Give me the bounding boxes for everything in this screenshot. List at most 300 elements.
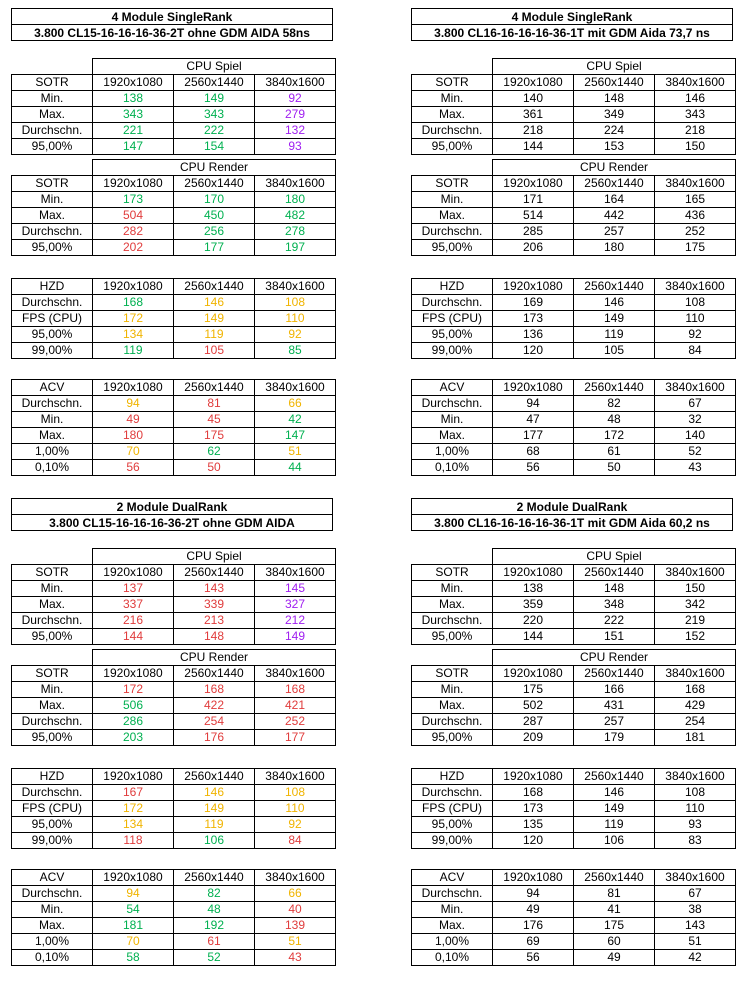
resolution-header: 1920x1080 <box>93 565 174 581</box>
game-label: ACV <box>12 380 93 396</box>
table-row <box>412 785 736 801</box>
game-label: ACV <box>412 380 493 396</box>
row-label: 95,00% <box>412 730 493 746</box>
value-cell: 149 <box>174 91 255 107</box>
section-header: CPU Render <box>93 160 336 176</box>
section-header: CPU Render <box>493 160 736 176</box>
value-cell: 254 <box>655 714 736 730</box>
section-header: CPU Spiel <box>93 549 336 565</box>
spacer-cell <box>12 549 93 565</box>
table-row <box>412 412 736 428</box>
value-cell: 94 <box>493 396 574 412</box>
row-label: 0,10% <box>12 950 93 966</box>
value-cell: 61 <box>574 444 655 460</box>
value-cell: 359 <box>493 597 574 613</box>
value-cell: 119 <box>174 327 255 343</box>
value-cell: 92 <box>655 327 736 343</box>
value-cell: 94 <box>493 886 574 902</box>
game-label: SOTR <box>412 565 493 581</box>
value-cell: 179 <box>574 730 655 746</box>
acv-table <box>411 379 736 476</box>
table-row <box>12 886 336 902</box>
value-cell: 108 <box>655 295 736 311</box>
row-label: 95,00% <box>12 730 93 746</box>
value-cell: 119 <box>574 817 655 833</box>
value-cell: 282 <box>93 224 174 240</box>
table-row <box>12 192 336 208</box>
value-cell: 224 <box>574 123 655 139</box>
section-header: CPU Spiel <box>493 59 736 75</box>
row-label: Max. <box>412 428 493 444</box>
sotr-render-table <box>411 159 736 256</box>
row-label: Durchschn. <box>412 123 493 139</box>
value-cell: 38 <box>655 902 736 918</box>
resolution-header: 1920x1080 <box>493 666 574 682</box>
resolution-header: 1920x1080 <box>93 769 174 785</box>
spacer-cell <box>12 59 93 75</box>
row-label: 95,00% <box>12 139 93 155</box>
row-label: Max. <box>412 698 493 714</box>
row-label: Max. <box>412 918 493 934</box>
hzd-table <box>411 278 736 359</box>
value-cell: 343 <box>93 107 174 123</box>
row-label: 95,00% <box>412 139 493 155</box>
value-cell: 218 <box>655 123 736 139</box>
spacer-cell <box>412 650 493 666</box>
value-cell: 168 <box>93 295 174 311</box>
value-cell: 42 <box>655 950 736 966</box>
value-cell: 118 <box>93 833 174 849</box>
table-row <box>412 208 736 224</box>
value-cell: 146 <box>574 785 655 801</box>
value-cell: 361 <box>493 107 574 123</box>
resolution-header: 1920x1080 <box>93 75 174 91</box>
row-label: Max. <box>412 107 493 123</box>
value-cell: 176 <box>174 730 255 746</box>
value-cell: 337 <box>93 597 174 613</box>
resolution-header: 2560x1440 <box>174 666 255 682</box>
game-label: SOTR <box>412 176 493 192</box>
value-cell: 146 <box>574 295 655 311</box>
table-row <box>12 629 336 645</box>
hzd-table <box>411 768 736 849</box>
value-cell: 343 <box>655 107 736 123</box>
row-label: Min. <box>412 682 493 698</box>
table-row <box>12 698 336 714</box>
value-cell: 50 <box>174 460 255 476</box>
table-row <box>12 396 336 412</box>
value-cell: 153 <box>574 139 655 155</box>
value-cell: 504 <box>93 208 174 224</box>
table-row <box>412 224 736 240</box>
value-cell: 54 <box>93 902 174 918</box>
row-label: 95,00% <box>412 240 493 256</box>
value-cell: 119 <box>174 817 255 833</box>
value-cell: 67 <box>655 886 736 902</box>
hzd-table <box>11 278 336 359</box>
resolution-header: 1920x1080 <box>93 380 174 396</box>
row-label: 95,00% <box>12 327 93 343</box>
value-cell: 108 <box>255 785 336 801</box>
value-cell: 82 <box>174 886 255 902</box>
value-cell: 213 <box>174 613 255 629</box>
row-label: Max. <box>12 597 93 613</box>
value-cell: 167 <box>93 785 174 801</box>
resolution-header: 1920x1080 <box>93 279 174 295</box>
row-label: 95,00% <box>412 817 493 833</box>
game-label: SOTR <box>12 565 93 581</box>
value-cell: 58 <box>93 950 174 966</box>
table-row <box>412 91 736 107</box>
row-label: FPS (CPU) <box>12 801 93 817</box>
value-cell: 56 <box>93 460 174 476</box>
resolution-header: 2560x1440 <box>574 380 655 396</box>
value-cell: 70 <box>93 444 174 460</box>
table-row <box>412 597 736 613</box>
table-row <box>12 139 336 155</box>
value-cell: 41 <box>574 902 655 918</box>
table-row <box>12 428 336 444</box>
panel-subtitle: 3.800 CL15-16-16-16-36-2T ohne GDM AIDA <box>11 514 333 531</box>
table-row <box>412 192 736 208</box>
value-cell: 149 <box>255 629 336 645</box>
resolution-header: 3840x1600 <box>255 666 336 682</box>
table-row <box>412 817 736 833</box>
value-cell: 49 <box>574 950 655 966</box>
value-cell: 150 <box>655 581 736 597</box>
table-row <box>412 698 736 714</box>
value-cell: 172 <box>93 311 174 327</box>
value-cell: 44 <box>255 460 336 476</box>
sotr-render-table <box>11 649 336 746</box>
value-cell: 146 <box>655 91 736 107</box>
table-row <box>12 412 336 428</box>
value-cell: 110 <box>255 801 336 817</box>
value-cell: 134 <box>93 817 174 833</box>
value-cell: 219 <box>655 613 736 629</box>
sotr-spiel-table <box>411 548 736 645</box>
value-cell: 84 <box>255 833 336 849</box>
value-cell: 47 <box>493 412 574 428</box>
row-label: 1,00% <box>12 934 93 950</box>
panel-title: 2 Module DualRank <box>11 498 333 515</box>
value-cell: 180 <box>574 240 655 256</box>
table-row <box>412 918 736 934</box>
panel-subtitle: 3.800 CL16-16-16-16-36-1T mit GDM Aida 60,2 ns <box>411 514 733 531</box>
value-cell: 181 <box>655 730 736 746</box>
resolution-header: 3840x1600 <box>255 870 336 886</box>
value-cell: 442 <box>574 208 655 224</box>
value-cell: 172 <box>93 682 174 698</box>
table-row <box>12 597 336 613</box>
value-cell: 119 <box>93 343 174 359</box>
game-label: ACV <box>12 870 93 886</box>
value-cell: 140 <box>493 91 574 107</box>
row-label: Min. <box>412 412 493 428</box>
value-cell: 171 <box>493 192 574 208</box>
value-cell: 168 <box>493 785 574 801</box>
value-cell: 69 <box>493 934 574 950</box>
value-cell: 348 <box>574 597 655 613</box>
row-label: Min. <box>12 902 93 918</box>
table-row <box>12 730 336 746</box>
resolution-header: 1920x1080 <box>93 870 174 886</box>
value-cell: 148 <box>574 91 655 107</box>
value-cell: 56 <box>493 950 574 966</box>
value-cell: 349 <box>574 107 655 123</box>
row-label: Max. <box>12 428 93 444</box>
resolution-header: 3840x1600 <box>255 75 336 91</box>
row-label: Durchschn. <box>12 224 93 240</box>
resolution-header: 2560x1440 <box>574 176 655 192</box>
row-label: Max. <box>12 208 93 224</box>
table-row <box>12 902 336 918</box>
row-label: Durchschn. <box>412 295 493 311</box>
resolution-header: 3840x1600 <box>255 380 336 396</box>
value-cell: 61 <box>174 934 255 950</box>
row-label: Durchschn. <box>12 396 93 412</box>
game-label: SOTR <box>12 666 93 682</box>
value-cell: 209 <box>493 730 574 746</box>
value-cell: 52 <box>655 444 736 460</box>
value-cell: 82 <box>574 396 655 412</box>
row-label: 99,00% <box>412 833 493 849</box>
value-cell: 143 <box>174 581 255 597</box>
value-cell: 252 <box>655 224 736 240</box>
value-cell: 175 <box>655 240 736 256</box>
acv-table <box>11 869 336 966</box>
value-cell: 279 <box>255 107 336 123</box>
resolution-header: 1920x1080 <box>93 666 174 682</box>
resolution-header: 2560x1440 <box>174 769 255 785</box>
value-cell: 48 <box>174 902 255 918</box>
value-cell: 152 <box>655 629 736 645</box>
value-cell: 93 <box>255 139 336 155</box>
value-cell: 197 <box>255 240 336 256</box>
value-cell: 81 <box>174 396 255 412</box>
table-row <box>412 428 736 444</box>
resolution-header: 3840x1600 <box>655 870 736 886</box>
value-cell: 70 <box>93 934 174 950</box>
value-cell: 139 <box>255 918 336 934</box>
row-label: Durchschn. <box>412 714 493 730</box>
row-label: 95,00% <box>412 629 493 645</box>
value-cell: 169 <box>493 295 574 311</box>
row-label: Durchschn. <box>12 295 93 311</box>
value-cell: 175 <box>174 428 255 444</box>
value-cell: 147 <box>93 139 174 155</box>
value-cell: 110 <box>255 311 336 327</box>
value-cell: 144 <box>493 629 574 645</box>
value-cell: 154 <box>174 139 255 155</box>
value-cell: 206 <box>493 240 574 256</box>
table-row <box>412 613 736 629</box>
value-cell: 216 <box>93 613 174 629</box>
spacer-cell <box>412 549 493 565</box>
value-cell: 147 <box>255 428 336 444</box>
value-cell: 254 <box>174 714 255 730</box>
value-cell: 40 <box>255 902 336 918</box>
sotr-render-table <box>411 649 736 746</box>
table-row <box>12 240 336 256</box>
game-label: SOTR <box>12 176 93 192</box>
value-cell: 42 <box>255 412 336 428</box>
table-row <box>412 123 736 139</box>
value-cell: 150 <box>655 139 736 155</box>
game-label: SOTR <box>412 666 493 682</box>
table-row <box>12 208 336 224</box>
value-cell: 49 <box>493 902 574 918</box>
resolution-header: 3840x1600 <box>655 380 736 396</box>
value-cell: 52 <box>174 950 255 966</box>
spacer-cell <box>412 160 493 176</box>
value-cell: 110 <box>655 801 736 817</box>
row-label: Durchschn. <box>412 886 493 902</box>
table-row <box>12 460 336 476</box>
table-row <box>412 107 736 123</box>
table-row <box>12 950 336 966</box>
table-row <box>12 714 336 730</box>
resolution-header: 3840x1600 <box>255 769 336 785</box>
row-label: Min. <box>12 682 93 698</box>
value-cell: 148 <box>574 581 655 597</box>
value-cell: 257 <box>574 224 655 240</box>
table-row <box>12 327 336 343</box>
resolution-header: 3840x1600 <box>655 666 736 682</box>
table-row <box>12 107 336 123</box>
row-label: FPS (CPU) <box>412 311 493 327</box>
table-row <box>412 886 736 902</box>
value-cell: 175 <box>574 918 655 934</box>
value-cell: 146 <box>174 295 255 311</box>
resolution-header: 2560x1440 <box>174 380 255 396</box>
table-row <box>12 934 336 950</box>
table-row <box>412 295 736 311</box>
table-row <box>412 327 736 343</box>
row-label: 99,00% <box>12 343 93 359</box>
resolution-header: 2560x1440 <box>574 769 655 785</box>
panel-title: 4 Module SingleRank <box>11 8 333 25</box>
table-row <box>412 139 736 155</box>
table-row <box>412 950 736 966</box>
value-cell: 339 <box>174 597 255 613</box>
resolution-header: 1920x1080 <box>493 176 574 192</box>
value-cell: 108 <box>655 785 736 801</box>
value-cell: 218 <box>493 123 574 139</box>
panel-subtitle: 3.800 CL16-16-16-16-36-1T mit GDM Aida 73,7 ns <box>411 24 733 41</box>
row-label: 0,10% <box>12 460 93 476</box>
value-cell: 32 <box>655 412 736 428</box>
table-row <box>12 682 336 698</box>
row-label: Durchschn. <box>412 785 493 801</box>
row-label: 1,00% <box>412 444 493 460</box>
value-cell: 278 <box>255 224 336 240</box>
table-row <box>412 833 736 849</box>
sotr-render-table <box>11 159 336 256</box>
resolution-header: 1920x1080 <box>493 565 574 581</box>
value-cell: 138 <box>493 581 574 597</box>
resolution-header: 3840x1600 <box>655 75 736 91</box>
resolution-header: 2560x1440 <box>174 279 255 295</box>
value-cell: 106 <box>174 833 255 849</box>
value-cell: 173 <box>93 192 174 208</box>
value-cell: 172 <box>574 428 655 444</box>
value-cell: 502 <box>493 698 574 714</box>
row-label: Min. <box>12 91 93 107</box>
value-cell: 222 <box>174 123 255 139</box>
resolution-header: 2560x1440 <box>174 870 255 886</box>
value-cell: 51 <box>255 444 336 460</box>
value-cell: 120 <box>493 833 574 849</box>
resolution-header: 3840x1600 <box>255 176 336 192</box>
acv-table <box>11 379 336 476</box>
value-cell: 68 <box>493 444 574 460</box>
value-cell: 138 <box>93 91 174 107</box>
value-cell: 67 <box>655 396 736 412</box>
resolution-header: 3840x1600 <box>655 279 736 295</box>
table-row <box>412 801 736 817</box>
row-label: Max. <box>12 698 93 714</box>
section-header: CPU Spiel <box>93 59 336 75</box>
sotr-spiel-table <box>411 58 736 155</box>
value-cell: 93 <box>655 817 736 833</box>
table-row <box>412 444 736 460</box>
value-cell: 285 <box>493 224 574 240</box>
value-cell: 431 <box>574 698 655 714</box>
panel-subtitle: 3.800 CL15-16-16-16-36-2T ohne GDM AIDA 58ns <box>11 24 333 41</box>
section-header: CPU Render <box>493 650 736 666</box>
value-cell: 506 <box>93 698 174 714</box>
resolution-header: 1920x1080 <box>493 380 574 396</box>
value-cell: 51 <box>255 934 336 950</box>
value-cell: 177 <box>255 730 336 746</box>
table-row <box>12 918 336 934</box>
value-cell: 168 <box>255 682 336 698</box>
panel-title: 4 Module SingleRank <box>411 8 733 25</box>
value-cell: 110 <box>655 311 736 327</box>
value-cell: 119 <box>574 327 655 343</box>
value-cell: 170 <box>174 192 255 208</box>
row-label: Max. <box>412 597 493 613</box>
game-label: HZD <box>412 769 493 785</box>
row-label: Max. <box>12 107 93 123</box>
resolution-header: 2560x1440 <box>174 565 255 581</box>
table-row <box>412 714 736 730</box>
resolution-header: 2560x1440 <box>574 870 655 886</box>
table-row <box>412 629 736 645</box>
value-cell: 62 <box>174 444 255 460</box>
table-row <box>412 902 736 918</box>
row-label: 95,00% <box>12 629 93 645</box>
value-cell: 94 <box>93 886 174 902</box>
value-cell: 132 <box>255 123 336 139</box>
value-cell: 177 <box>174 240 255 256</box>
row-label: 0,10% <box>412 950 493 966</box>
table-row <box>412 460 736 476</box>
table-row <box>12 613 336 629</box>
row-label: FPS (CPU) <box>412 801 493 817</box>
value-cell: 145 <box>255 581 336 597</box>
table-row <box>12 801 336 817</box>
table-row <box>412 581 736 597</box>
game-label: HZD <box>12 769 93 785</box>
value-cell: 146 <box>174 785 255 801</box>
game-label: SOTR <box>412 75 493 91</box>
value-cell: 83 <box>655 833 736 849</box>
row-label: Durchschn. <box>12 785 93 801</box>
value-cell: 203 <box>93 730 174 746</box>
value-cell: 51 <box>655 934 736 950</box>
